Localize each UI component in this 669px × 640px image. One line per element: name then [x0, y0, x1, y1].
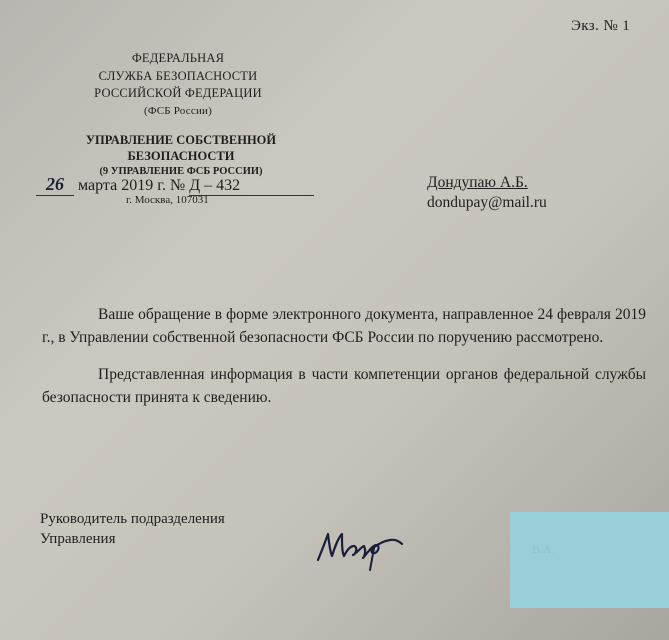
redaction-box: [510, 512, 669, 608]
month-year: марта 2019 г.: [78, 177, 166, 194]
org-line-3: РОССИЙСКОЙ ФЕДЕРАЦИИ: [94, 86, 262, 100]
city-address: г. Москва, 107031: [126, 194, 209, 206]
letter-body: [42, 303, 646, 423]
redacted-name: В.А.: [532, 542, 555, 556]
department-title: УПРАВЛЕНИЕ СОБСТВЕННОЙ БЕЗОПАСНОСТИ: [85, 133, 277, 163]
handwritten-day: 26: [36, 174, 74, 196]
recipient-block: [427, 173, 547, 213]
signer-title-line-1: Руководитель подразделения: [40, 511, 225, 527]
handwritten-signature: [312, 520, 412, 575]
copy-number: Экз. № 1: [571, 18, 631, 34]
signer-title-line-2: Управления: [40, 531, 116, 547]
date-and-number-line: [36, 174, 314, 196]
recipient-email: dondupay@mail.ru: [427, 194, 547, 211]
body-paragraph-1: Ваше обращение в форме электронного документа, направленное 24 февраля 2019 г., в Управлении собственной безопасности ФСБ России по поручению рассмотрено.: [42, 306, 646, 346]
department-subtitle: (9 УПРАВЛЕНИЕ ФСБ РОССИИ): [99, 166, 263, 177]
department-header: [36, 132, 326, 180]
org-line-4: (ФСБ России): [144, 104, 212, 117]
document-number: Д – 432: [189, 177, 314, 196]
recipient-name: Дондупаю А.Б.: [427, 174, 528, 191]
org-line-1: ФЕДЕРАЛЬНАЯ: [131, 51, 225, 65]
signer-title: [40, 509, 225, 549]
body-paragraph-2: Представленная информация в части компетенции органов федеральной службы безопасности принята к сведению.: [42, 366, 646, 406]
number-sign: №: [169, 177, 186, 194]
organization-header: [78, 50, 278, 120]
org-line-2: СЛУЖБА БЕЗОПАСНОСТИ: [98, 68, 258, 83]
